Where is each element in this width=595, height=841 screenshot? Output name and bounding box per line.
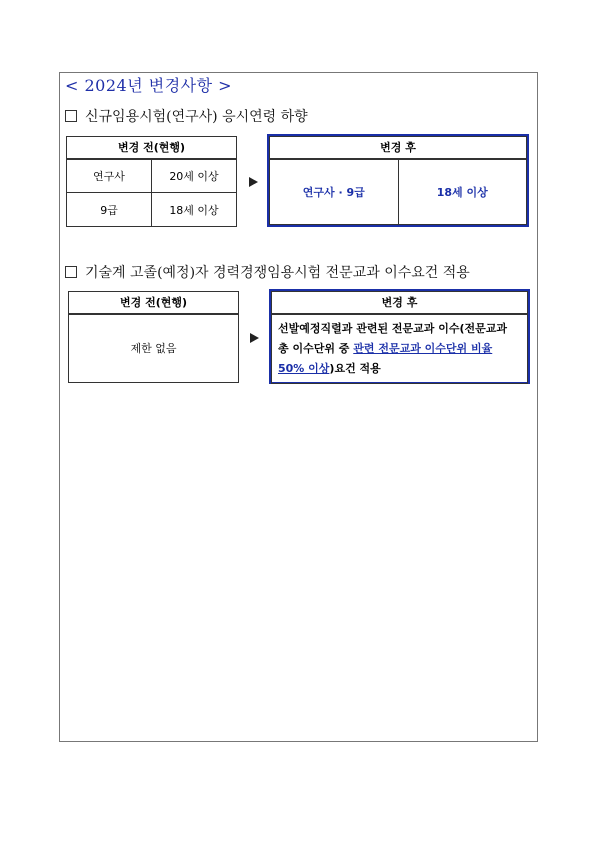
section1-heading xyxy=(65,106,308,126)
section1-before-row1-col2: 20세 이상 xyxy=(152,159,237,193)
section2-before-header: 변경 전(현행) xyxy=(69,292,239,314)
section2-after-text-highlight: 관련 전문교과 이수단위 비율 50% 이상 xyxy=(278,341,493,375)
section1-before-table xyxy=(66,136,237,227)
section1-after-box xyxy=(267,134,529,227)
section1-after-table xyxy=(269,136,527,225)
arrow-right-icon xyxy=(249,177,258,187)
arrow-right-icon xyxy=(250,333,259,343)
section2-after-box xyxy=(269,289,530,384)
checkbox-square-icon xyxy=(65,266,77,278)
section2-heading-text: 기술계 고졸(예정)자 경력경쟁임용시험 전문교과 이수요건 적용 xyxy=(85,265,470,281)
section1-before-row1-col1: 연구사 xyxy=(67,159,152,193)
checkbox-square-icon xyxy=(65,110,77,122)
section2-before-body: 제한 없음 xyxy=(69,314,239,383)
section2-before-table xyxy=(68,291,239,383)
section2-after-header: 변경 후 xyxy=(272,292,528,314)
section1-before-row2-col2: 18세 이상 xyxy=(152,193,237,227)
section2-after-text-post: )요건 적용 xyxy=(329,361,381,375)
page-title: < 2024년 변경사항 > xyxy=(65,76,233,95)
section1-heading-text: 신규임용시험(연구사) 응시연령 하향 xyxy=(85,109,308,125)
section2-heading xyxy=(65,262,470,282)
section2-after-body xyxy=(272,314,528,384)
section1-before-header: 변경 전(현행) xyxy=(67,137,237,159)
section2-after-table xyxy=(271,291,528,384)
section1-after-header: 변경 후 xyxy=(270,137,527,159)
section1-before-row2-col1: 9급 xyxy=(67,193,152,227)
section1-after-col1: 연구사 · 9급 xyxy=(270,159,399,225)
section2-after-text-pre: 선발예정직렬과 관련된 전문교과 이수(전문교과 총 이수단위 중 xyxy=(278,321,508,355)
section1-after-col2: 18세 이상 xyxy=(398,159,527,225)
